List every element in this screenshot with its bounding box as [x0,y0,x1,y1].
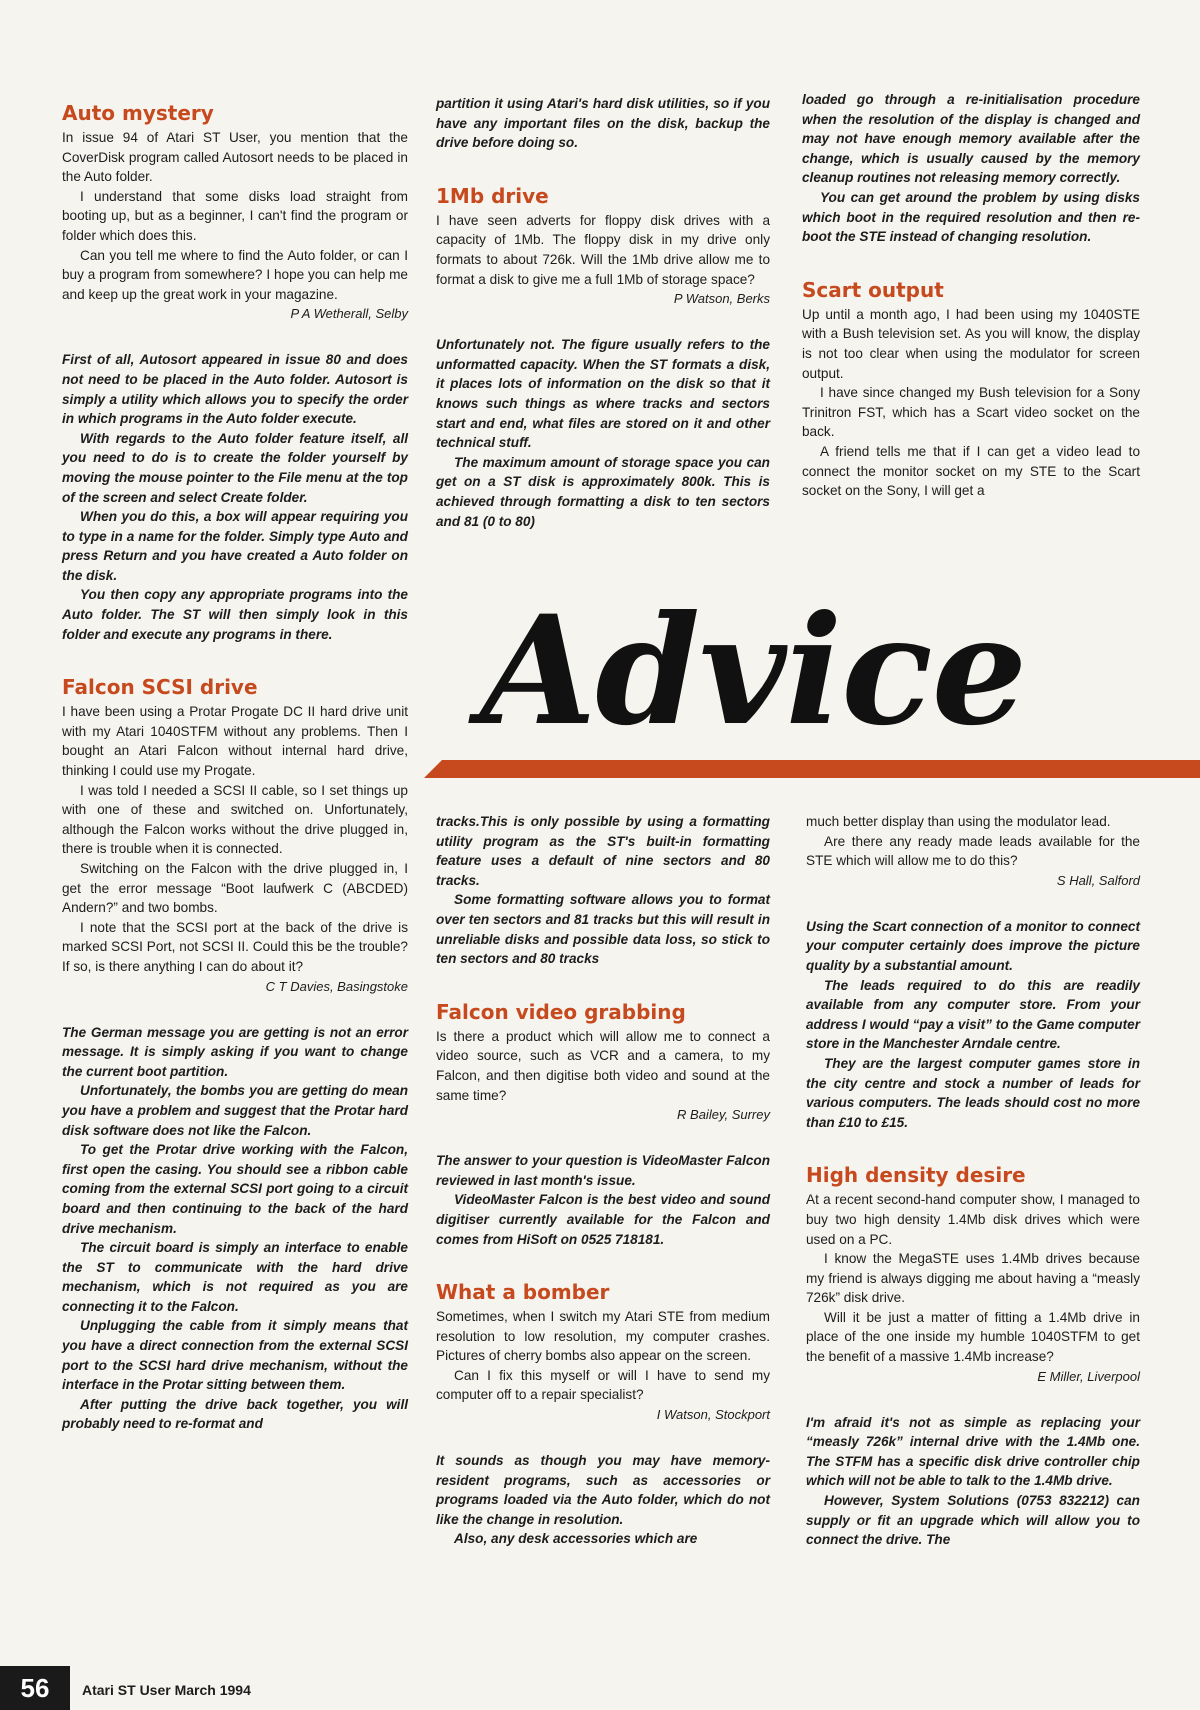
page-title: Advice [480,583,1027,759]
answer-paragraph: The answer to your question is VideoMaster Falcon reviewed in last month's issue. [436,1153,770,1188]
letter-paragraph: In issue 94 of Atari ST User, you mention that the CoverDisk program called Autosort needs to be placed in the Auto folder. [62,130,408,185]
letter-paragraph: A friend tells me that if I can get a video lead to connect the monitor socket on my STE to the Scart socket on the Sony, I will get a [802,443,1140,499]
answer-block [806,1413,1140,1550]
answer-paragraph: Unfortunately not. The figure usually refers to the unformatted capacity. When the ST formats a disk, it places lots of information on the disk so that it knows such things as where tracks and sectors start and end, what files are stored on it and other technical stuff. [436,337,770,451]
answer-block [436,1451,770,1549]
letter-paragraph: Switching on the Falcon with the drive plugged in, I get the error message “Boot laufwerk C (ABCDED) Andern?” and two bombs. [62,861,408,916]
heading-1mb-drive: 1Mb drive [436,183,549,208]
letter-paragraph: I know the MegaSTE uses 1.4Mb drives because my friend is always digging me about having a “measly 726k” disk drive. [806,1251,1140,1306]
answer-paragraph: When you do this, a box will appear requiring you to type in a name for the folder. Simply type Auto and press Return and you have created a Auto folder on the disk. [62,509,408,583]
column-3-bottom [806,812,1140,1550]
answer-paragraph: Unfortunately, the bombs you are getting do mean you have a problem and suggest that the Protar hard disk software does not like the Falcon. [62,1083,408,1138]
answer-paragraph: With regards to the Auto folder feature itself, all you need to do is to create the folder yourself by moving the mouse pointer to the File menu at the top of the screen and select Create folder. [62,430,408,505]
answer-block [806,917,1140,1133]
column-2-bottom [436,812,770,1549]
answer-paragraph: It sounds as though you may have memory-resident programs, such as accessories or programs loaded via the Auto folder, which do not like the change in resolution. [436,1453,770,1527]
answer-paragraph: They are the largest computer games store in the city centre and stock a number of leads for various computers. The leads should cost no more than £10 to £15. [806,1055,1140,1130]
letter-paragraph: I understand that some disks load straight from booting up, but as a beginner, I can't find the program or folder which does this. [62,188,408,243]
heading-falcon-video: Falcon video grabbing [436,999,686,1024]
letter-paragraph: Can I fix this myself or will I have to send my computer off to a repair specialist? [436,1367,770,1403]
answer-block [436,1151,770,1249]
answer-block [436,335,770,531]
column-3-top [802,90,1140,501]
answer-paragraph: You then copy any appropriate programs into the Auto folder. The ST will then simply look in this folder and execute any programs in there. [62,587,408,642]
page-number: 56 [0,1666,70,1710]
title-underline-bar [424,760,1200,778]
letter-paragraph: I note that the SCSI port at the back of the drive is marked SCSI Port, not SCSI II. Could this be the trouble? If so, is there anything I can do about it? [62,919,408,974]
answer-paragraph: Unplugging the cable from it simply means that you have a direct connection from the external SCSI port to the SCSI hard drive mechanism, without the interface in the Protar sitting between them. [62,1318,408,1393]
column-1 [62,100,408,1434]
letter-paragraph: I was told I needed a SCSI II cable, so I set things up with one of these and switched on. Unfortunately, although the Falcon works without the drive plugged in, there is trouble when it is connected. [62,782,408,857]
answer-paragraph: VideoMaster Falcon is the best video and sound digitiser currently available for the Falcon and comes from HiSoft on 0525 718181. [436,1192,770,1247]
answer-paragraph: Some formatting software allows you to format over ten sectors and 81 tracks but this will result in unreliable disks and possible data loss, so stick to ten sectors and 80 tracks [436,892,770,967]
answer-paragraph: However, System Solutions (0753 832212) can supply or fit an upgrade which will allow you to connect the drive. The [806,1493,1140,1548]
letter-signature: E Miller, Liverpool [1037,1368,1140,1384]
answer-paragraph: You can get around the problem by using disks which boot in the required resolution and then re-boot the STE instead of changing resolution. [802,189,1140,245]
column-2-top [436,94,770,531]
answer-paragraph: The German message you are getting is not an error message. It is simply asking if you want to change the current boot partition. [62,1024,408,1079]
answer-block [62,1023,408,1434]
answer-paragraph: partition it using Atari's hard disk utilities, so if you have any important files on the disk, backup the drive before doing so. [436,96,770,151]
answer-paragraph: After putting the drive back together, you will probably need to re-format and [62,1396,408,1432]
answer-paragraph: To get the Protar drive working with the Falcon, first open the casing. You should see a ribbon cable coming from the external SCSI port going to a circuit board and then continuing to the back of the hard drive mechanism. [62,1142,408,1236]
heading-auto-mystery: Auto mystery [62,101,214,125]
letter-signature: S Hall, Salford [1056,872,1140,888]
page-footer [0,1666,300,1710]
answer-paragraph: Also, any desk accessories which are [454,1531,698,1547]
letter-paragraph: I have seen adverts for floppy disk drives with a capacity of 1Mb. The floppy disk in my drive only formats to about 726k. Will the 1Mb drive allow me to format a disk to give me a full 1Mb of storage space? [436,212,770,287]
answer-paragraph: Using the Scart connection of a monitor to connect your computer certainly does improve the picture quality by a substantial amount. [806,918,1140,973]
answer-block [62,350,408,644]
letter-signature: C T Davies, Basingstoke [265,978,408,994]
magazine-issue: Atari ST User March 1994 [82,1682,251,1698]
letter-paragraph: much better display than using the modulator lead. [806,814,1111,829]
letter-paragraph: Can you tell me where to find the Auto folder, or can I buy a program from somewhere? I hope you can help me and keep up the great work in your magazine. [62,247,408,302]
heading-what-a-bomber: What a bomber [436,1280,610,1305]
letter-paragraph: Will it be just a matter of fitting a 1.4Mb drive in place of the one inside my humble 1040STFM to get the benefit of a massive 1.4Mb increase? [806,1309,1140,1365]
letter-signature: P A Wetherall, Selby [290,306,408,322]
letter-paragraph: I have been using a Protar Progate DC II hard drive unit with my Atari 1040STFM without any problems. Then I bought an Atari Falcon without internal hard drive, thinking I could use my Progate. [62,704,408,779]
answer-paragraph: loaded go through a re-initialisation procedure when the resolution of the display is changed and may not have enough memory available after the change, which is usually caused by the memory cleanup routines not releasing memory correctly. [802,92,1140,186]
letter-signature: P Watson, Berks [673,291,770,307]
answer-paragraph: First of all, Autosort appeared in issue 80 and does not need to be placed in the Auto folder. Autosort is simply a utility which allows you to specify the order in which programs in the Auto folder execute. [62,352,408,427]
letter-paragraph: Is there a product which will allow me to connect a video source, such as VCR and a camera, to my Falcon, and then digitise both video and sound at the same time? [436,1028,770,1103]
answer-paragraph: The circuit board is simply an interface to enable the ST to communicate with the hard drive mechanism, which is not required as you are connecting it to the Falcon. [62,1240,408,1314]
answer-paragraph: tracks.This is only possible by using a formatting utility program as the ST's built-in formatting feature uses a default of nine sectors and 80 tracks. [436,814,770,888]
heading-high-density: High density desire [806,1163,1026,1188]
heading-scart-output: Scart output [802,277,944,302]
answer-paragraph: The leads required to do this are readily available from any computer store. From your address I would “pay a visit” to the Game computer store in the Manchester Arndale centre. [806,977,1140,1052]
letter-paragraph: Up until a month ago, I had been using my 1040STE with a Bush television set. As you will know, the display is not too clear when using the modulator for screen output. [802,306,1140,381]
letter-signature: R Bailey, Surrey [677,1107,770,1123]
answer-paragraph: I'm afraid it's not as simple as replacing your “measly 726k” internal drive with the 1.4Mb one. The STFM has a specific disk drive controller chip which will not be able to talk to the 1.4Mb drive. [806,1414,1140,1489]
letter-signature: I Watson, Stockport [656,1407,770,1423]
answer-paragraph: The maximum amount of storage space you can get on a ST disk is approximately 800k. This is achieved through formatting a disk to ten sectors and 81 (0 to 80) [436,454,770,529]
letter-paragraph: At a recent second-hand computer show, I managed to buy two high density 1.4Mb disk drives which were used on a PC. [806,1192,1140,1247]
heading-falcon-scsi: Falcon SCSI drive [62,675,258,700]
letter-paragraph: I have since changed my Bush television for a Sony Trinitron FST, which has a Scart video socket on the back. [802,385,1140,440]
letter-paragraph: Sometimes, when I switch my Atari STE from medium resolution to low resolution, my computer crashes. Pictures of cherry bombs also appear on the screen. [436,1309,770,1364]
letter-paragraph: Are there any ready made leads available for the STE which will allow me to do this? [806,833,1140,869]
